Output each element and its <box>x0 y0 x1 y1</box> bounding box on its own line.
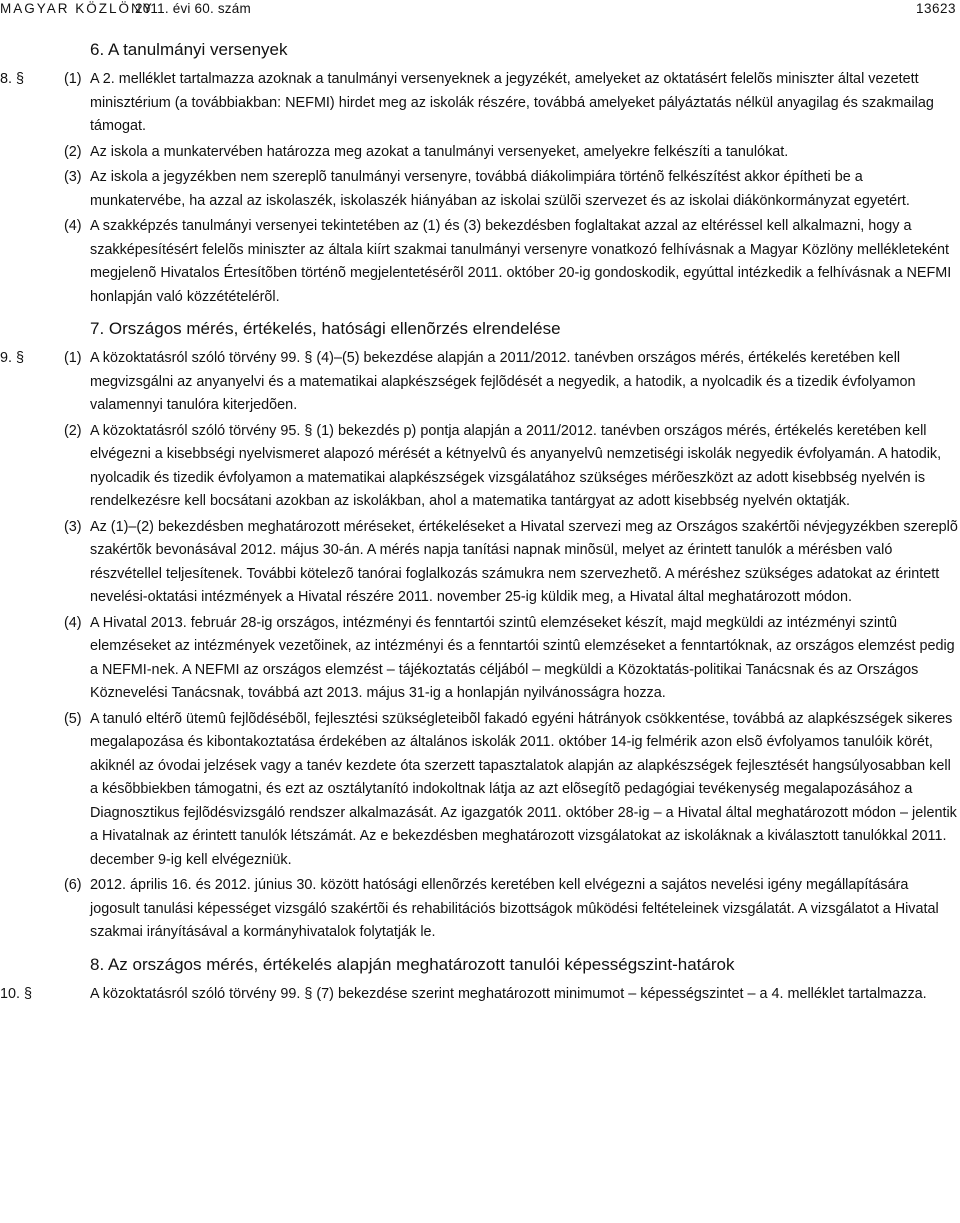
paragraph-item <box>0 874 960 945</box>
subsection-text: A közoktatásról szóló törvény 95. § (1) bekezdés p) pontja alapján a 2011/2012. tanévben országos mérés, értékelés keretében kell elvégezni a kisebbségi nyelvismeret alapozó mérését a kétnyelvû és anyanyelvû nemzetiségi iskolák negyedik évfolyamán. A hatodik, nyolcadik és tizedik évfolyamon a matematikai alapkészségek vizsgálatához szükséges mérõeszközt az adott kisebbség nyelvén is rendelkezésre kell bocsátani azokban az iskolákban, ahol a matematika tantárgyat az adott kisebbség nyelvén oktatják. <box>90 422 942 509</box>
subsection-label: (3) <box>64 518 82 535</box>
subsection-label: (5) <box>64 710 82 727</box>
subsection-text: A közoktatásról szóló törvény 99. § (4)–(5) bekezdése alapján a 2011/2012. tanévben országos mérés, értékelés keretében kell megvizsgálni az anyanyelvi és a matematikai alapkészségek fejlõdését a negyedik, a hatodik, a nyolcadik és a tizedik évfolyamon valamennyi tanulóra kiterjedõen. <box>90 350 916 413</box>
subsection-text: A tanuló eltérõ ütemû fejlõdésébõl, fejlesztési szükségleteibõl fakadó egyéni hátrányok csökkentése, továbbá az alapkészségek sikeres megalapozása és kibontakoztatása érdekében az általános iskolák 2011. október 14-ig felmérik azon elsõ évfolyamos tanulóik körét, akiknél az óvodai jelzések vagy a tanév kezdete óta szerzett tapasztalatok alapján az alapkészségek fejlesztését hangsúlyosabban kell a késõbbiekben támogatni, és ezt az osztálytanító indokoltnak látja az azt elõsegítõ pedagógiai tevékenység megalapozásához a Diagnosztikus fejlõdésvizsgáló rendszer alkalmazását. Az igazgatók 2011. október 28-ig – a Hivatal által meghatározott módon – jelentik a Hivatalnak az érintett tanulók létszámát. Az e bekezdésben meghatározott vizsgálatokat az iskoláknak a kiválasztott tanulókkal 2011. december 9-ig kell elvégezniük. <box>90 710 957 868</box>
paragraph-item <box>0 215 960 309</box>
subsection-text: A szakképzés tanulmányi versenyei tekintetében az (1) és (3) bekezdésben foglaltakat azzal az eltéréssel kell alkalmazni, hogy a szakképesítésért felelõs miniszter az általa kiírt szakmai tanulmányi versenyre vonatkozó felhívásnak a Magyar Közlöny mellékleteként megjelenõ Hivatalos Értesítõben történõ megjelentetésérõl 2011. október 20-ig gondoskodik, egyúttal intézkedik a felhívásnak a NEFMI honlapján való közzétételérõl. <box>90 218 952 305</box>
paragraph-item <box>0 166 960 213</box>
subsection-text: A Hivatal 2013. február 28-ig országos, intézményi és fenntartói szintû elemzéseket készít, majd megküldi az intézményi szintû elemzéseket az intézmények vezetõinek, az intézményi és a fenntartói szintû elemzéseket a fenntartóknak, az országos elemzést pedig a NEFMI-nek. A NEFMI az országos elemzést – tájékoztatás céljából – megküldi a Közoktatás-politikai Tanácsnak és az Országos Köznevelési Tanácsnak, továbbá azt 2013. május 31-ig a honlapján nyilvánosságra hozza. <box>90 614 955 701</box>
document-body <box>0 36 960 1006</box>
section-heading: 6. A tanulmányi versenyek <box>90 40 288 59</box>
paragraph-item <box>0 983 960 1007</box>
subsection-label: (1) <box>64 350 82 366</box>
subsection-text: 2012. április 16. és 2012. június 30. között hatósági ellenõrzés keretében kell elvégezni a sajátos nevelési igény megállapítására jogosult tanulási képességet vizsgáló szakértõi és rehabilitációs bizottságok mûködési feltételeinek vizsgálatát. A vizsgálatot a Hivatal szakmai irányításával a kormányhivatalok folytatják le. <box>90 877 939 940</box>
section-heading: 8. Az országos mérés, értékelés alapján meghatározott tanulói képességszint-határok <box>90 954 735 974</box>
subsection-text: Az (1)–(2) bekezdésben meghatározott méréseket, értékeléseket a Hivatal szervezi meg az Országos szakértõi névjegyzékben szereplõ szakértõk bevonásával 2012. május 30-án. A mérés napja tanítási napnak minõsül, melyet az érintett tanulók a mérésben való részvétellel teljesítenek. További kötelezõ tanórai foglalkozás számukra nem szervezhetõ. A méréshez szükséges adatokat az érintett nevelési-oktatási intézmények a Hivatal részére 2011. november 25-ig küldik meg, a Hivatal által meghatározott módon. <box>90 518 958 605</box>
page-header <box>0 0 960 22</box>
subsection-label: (1) <box>64 71 82 87</box>
subsection-text: A 2. melléklet tartalmazza azoknak a tanulmányi versenyeknek a jegyzékét, amelyeket az oktatásért felelõs miniszter által vezetett minisztérium (a továbbiakban: NEFMI) hirdet meg az iskolák részére, továbbá amelyeket pályáztatás nélkül anyagilag és szakmailag támogat. <box>90 71 934 134</box>
paragraph-number: 9. § <box>0 350 25 366</box>
paragraph-item <box>0 420 960 514</box>
section-heading: 7. Országos mérés, értékelés, hatósági ellenõrzés elrendelése <box>90 319 561 338</box>
paragraph-number: 10. § <box>0 985 33 1002</box>
journal-issue: 2011. évi 60. szám <box>135 1 251 16</box>
paragraph-item <box>0 68 960 139</box>
subsection-label: (4) <box>64 614 82 631</box>
paragraph-item <box>0 141 960 165</box>
subsection-label: (6) <box>64 877 82 893</box>
paragraph-item <box>0 708 960 873</box>
paragraph-item <box>0 347 960 418</box>
subsection-label: (2) <box>64 143 82 160</box>
paragraph-item <box>0 516 960 610</box>
page-number: 13623 <box>915 1 956 16</box>
subsection-text: A közoktatásról szóló törvény 99. § (7) bekezdése szerint meghatározott minimumot – képességszintet – a 4. melléklet tartalmazza. <box>90 985 927 1002</box>
subsection-text: Az iskola a munkatervében határozza meg azokat a tanulmányi versenyeket, amelyekre felkészíti a tanulókat. <box>90 143 789 160</box>
journal-title: MAGYAR KÖZLÖNY <box>0 1 154 16</box>
paragraph-item <box>0 612 960 706</box>
subsection-text: Az iskola a jegyzékben nem szereplõ tanulmányi versenyre, továbbá diákolimpiára történõ felkészítést akkor építheti be a munkatervébe, ha azzal az iskolaszék, iskolaszék hiányában az iskolai szülõi szervezet és az iskolai diákönkormányzat egyetért. <box>90 169 910 209</box>
paragraph-number: 8. § <box>0 71 25 87</box>
subsection-label: (3) <box>64 169 82 185</box>
subsection-label: (2) <box>64 422 82 439</box>
subsection-label: (4) <box>64 218 82 234</box>
